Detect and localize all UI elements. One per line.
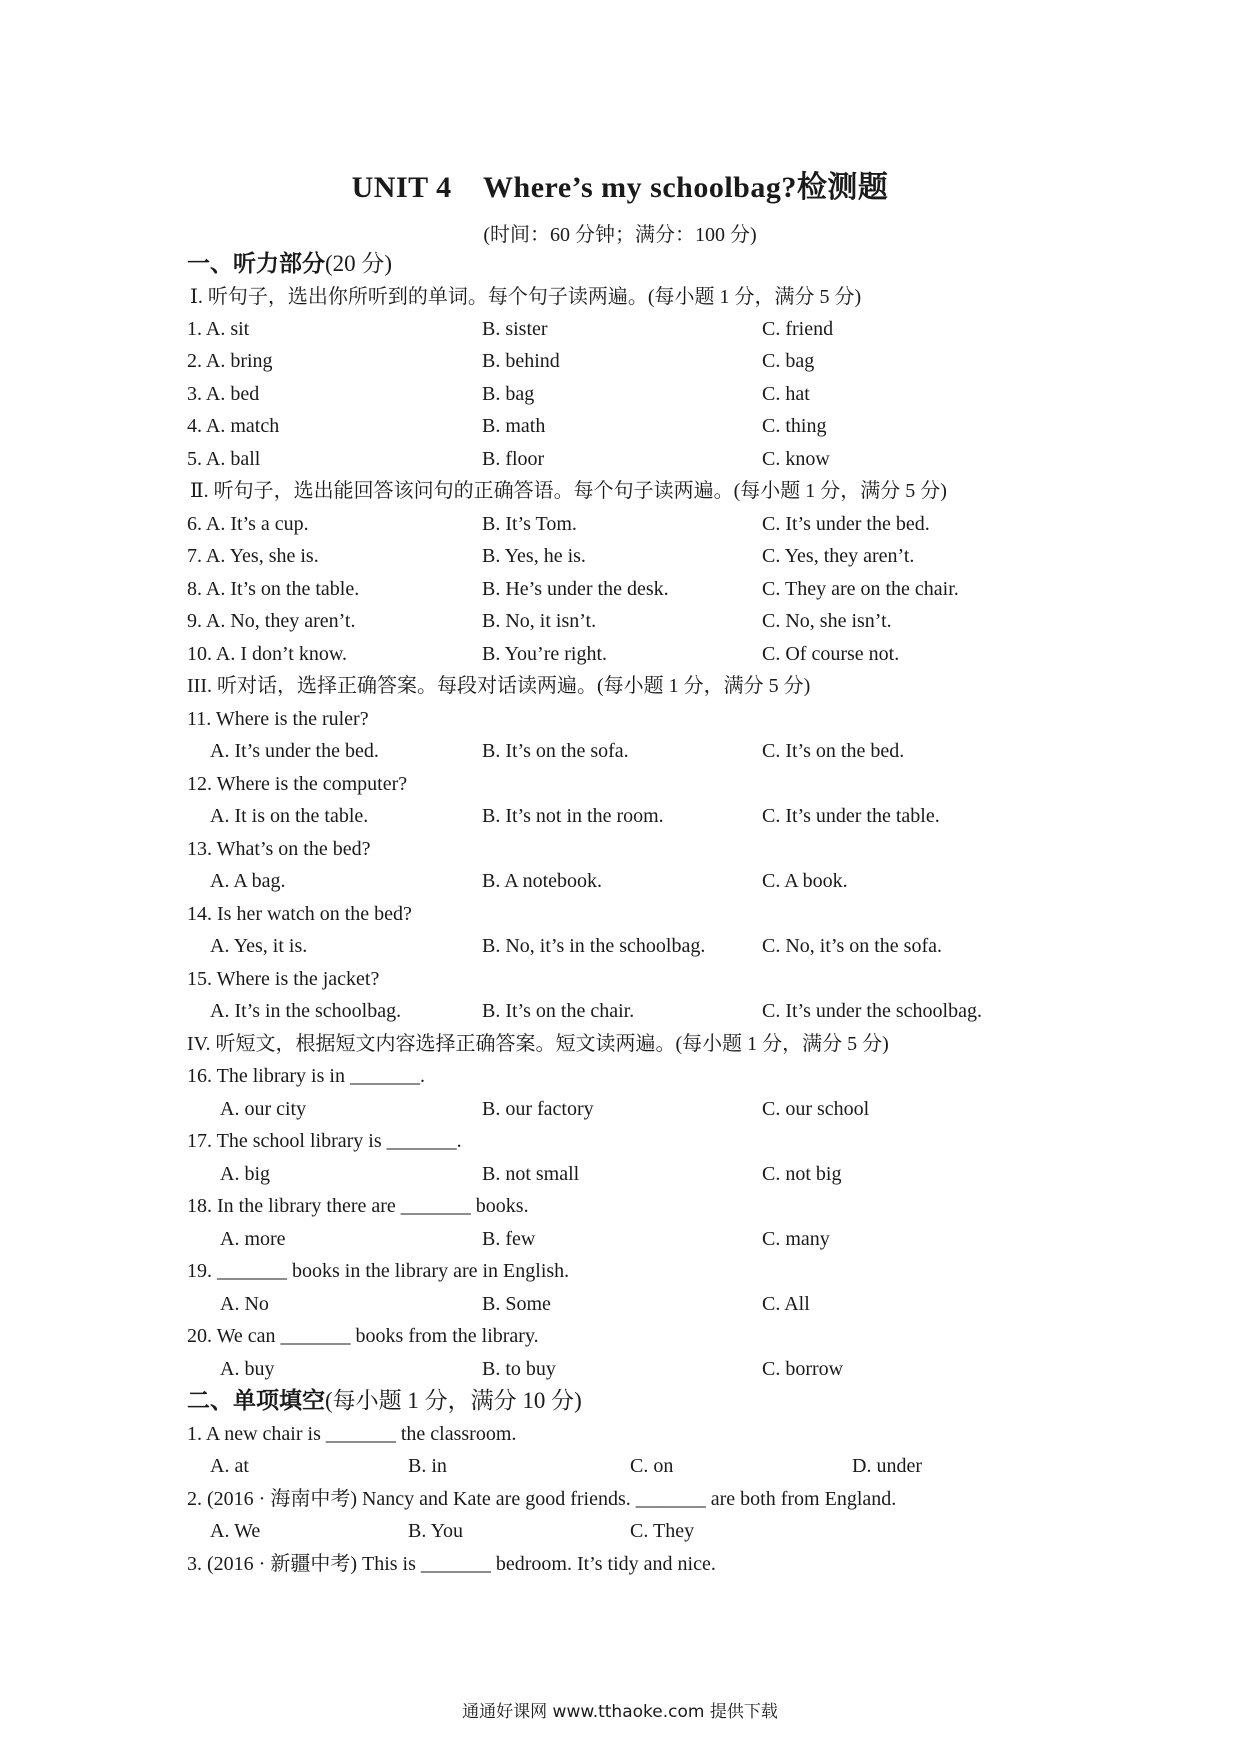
option: 4. A. match bbox=[187, 415, 280, 437]
option: C. They are on the chair. bbox=[762, 578, 959, 600]
option: C. friend bbox=[762, 318, 834, 340]
option: C. thing bbox=[762, 415, 827, 437]
option: C. not big bbox=[762, 1163, 842, 1185]
option: 5. A. ball bbox=[187, 448, 261, 470]
question: 11. Where is the ruler? bbox=[187, 708, 369, 730]
option: A. at bbox=[210, 1455, 249, 1477]
option: A. buy bbox=[220, 1358, 275, 1380]
option: B. He’s under the desk. bbox=[482, 578, 669, 600]
option: B. sister bbox=[482, 318, 548, 340]
option: B. No, it’s in the schoolbag. bbox=[482, 935, 706, 957]
option: B. math bbox=[482, 415, 546, 437]
option: B. A notebook. bbox=[482, 870, 603, 892]
option: A. more bbox=[220, 1228, 286, 1250]
question: 17. The school library is _______. bbox=[187, 1130, 462, 1152]
option: C. No, it’s on the sofa. bbox=[762, 935, 942, 957]
option: C. bag bbox=[762, 350, 815, 372]
option: B. to buy bbox=[482, 1358, 556, 1380]
question: 14. Is her watch on the bed? bbox=[187, 903, 412, 925]
part-instruction: III. 听对话，选择正确答案。每段对话读两遍。(每小题 1 分，满分 5 分) bbox=[187, 675, 811, 697]
question: 16. The library is in _______. bbox=[187, 1065, 425, 1087]
option: 9. A. No, they aren’t. bbox=[187, 610, 356, 632]
question: 2. (2016 · 海南中考) Nancy and Kate are good friends. _______ are both from England. bbox=[187, 1488, 897, 1510]
question: 18. In the library there are _______ books. bbox=[187, 1195, 529, 1217]
part-instruction: Ⅱ. 听句子，选出能回答该问句的正确答语。每个句子读两遍。(每小题 1 分，满分 5 分) bbox=[190, 480, 947, 502]
question: 20. We can _______ books from the library. bbox=[187, 1325, 539, 1347]
page-footer: 通通好课网 www.tthaoke.com 提供下载 bbox=[462, 1702, 778, 1722]
option: B. Some bbox=[482, 1293, 551, 1315]
option: C. our school bbox=[762, 1098, 870, 1120]
option: C. hat bbox=[762, 383, 810, 405]
option: B. You’re right. bbox=[482, 643, 608, 665]
option: A. We bbox=[210, 1520, 261, 1542]
option: B. in bbox=[408, 1455, 447, 1477]
option: B. our factory bbox=[482, 1098, 594, 1120]
option: 10. A. I don’t know. bbox=[187, 643, 347, 665]
option: 6. A. It’s a cup. bbox=[187, 513, 309, 535]
option: A. big bbox=[220, 1163, 270, 1185]
option: C. A book. bbox=[762, 870, 848, 892]
option: A. Yes, it is. bbox=[210, 935, 308, 957]
option: 2. A. bring bbox=[187, 350, 273, 372]
question: 12. Where is the computer? bbox=[187, 773, 408, 795]
option: B. It’s not in the room. bbox=[482, 805, 664, 827]
option: B. floor bbox=[482, 448, 545, 470]
page-title: UNIT 4 Where’s my schoolbag?检测题 bbox=[351, 171, 889, 204]
option: A. A bag. bbox=[210, 870, 286, 892]
option: B. bag bbox=[482, 383, 535, 405]
part-instruction: IV. 听短文，根据短文内容选择正确答案。短文读两遍。(每小题 1 分，满分 5 分) bbox=[187, 1033, 889, 1055]
option: B. It’s Tom. bbox=[482, 513, 577, 535]
option: B. behind bbox=[482, 350, 560, 372]
option: A. our city bbox=[220, 1098, 307, 1120]
question: 15. Where is the jacket? bbox=[187, 968, 380, 990]
question: 1. A new chair is _______ the classroom. bbox=[187, 1423, 517, 1445]
option: B. It’s on the sofa. bbox=[482, 740, 629, 762]
section-heading-single-choice: 二、单项填空(每小题 1 分，满分 10 分) bbox=[187, 1388, 582, 1413]
option: 1. A. sit bbox=[187, 318, 250, 340]
option: B. No, it isn’t. bbox=[482, 610, 597, 632]
option: B. Yes, he is. bbox=[482, 545, 586, 567]
exam-time-and-score: (时间：60 分钟；满分：100 分) bbox=[483, 224, 757, 246]
option: C. All bbox=[762, 1293, 810, 1315]
option: A. No bbox=[220, 1293, 269, 1315]
part-instruction: Ⅰ. 听句子，选出你所听到的单词。每个句子读两遍。(每小题 1 分，满分 5 分) bbox=[190, 286, 862, 308]
option: C. Of course not. bbox=[762, 643, 900, 665]
option: C. It’s on the bed. bbox=[762, 740, 905, 762]
option: C. borrow bbox=[762, 1358, 844, 1380]
option: A. It’s in the schoolbag. bbox=[210, 1000, 402, 1022]
option: B. It’s on the chair. bbox=[482, 1000, 635, 1022]
option: 3. A. bed bbox=[187, 383, 260, 405]
option: C. It’s under the bed. bbox=[762, 513, 930, 535]
option: D. under bbox=[852, 1455, 922, 1477]
option: A. It is on the table. bbox=[210, 805, 369, 827]
option: C. No, she isn’t. bbox=[762, 610, 892, 632]
question: 13. What’s on the bed? bbox=[187, 838, 371, 860]
option: A. It’s under the bed. bbox=[210, 740, 379, 762]
question: 3. (2016 · 新疆中考) This is _______ bedroom. It’s tidy and nice. bbox=[187, 1553, 716, 1575]
option: C. know bbox=[762, 448, 830, 470]
question: 19. _______ books in the library are in English. bbox=[187, 1260, 570, 1282]
option: C. many bbox=[762, 1228, 830, 1250]
option: B. not small bbox=[482, 1163, 580, 1185]
option: C. on bbox=[630, 1455, 674, 1477]
option: C. Yes, they aren’t. bbox=[762, 545, 915, 567]
option: B. You bbox=[408, 1520, 464, 1542]
option: 8. A. It’s on the table. bbox=[187, 578, 360, 600]
option: C. They bbox=[630, 1520, 695, 1542]
option: C. It’s under the table. bbox=[762, 805, 940, 827]
option: B. few bbox=[482, 1228, 536, 1250]
option: 7. A. Yes, she is. bbox=[187, 545, 319, 567]
section-heading-listening: 一、听力部分(20 分) bbox=[187, 251, 393, 276]
option: C. It’s under the schoolbag. bbox=[762, 1000, 982, 1022]
